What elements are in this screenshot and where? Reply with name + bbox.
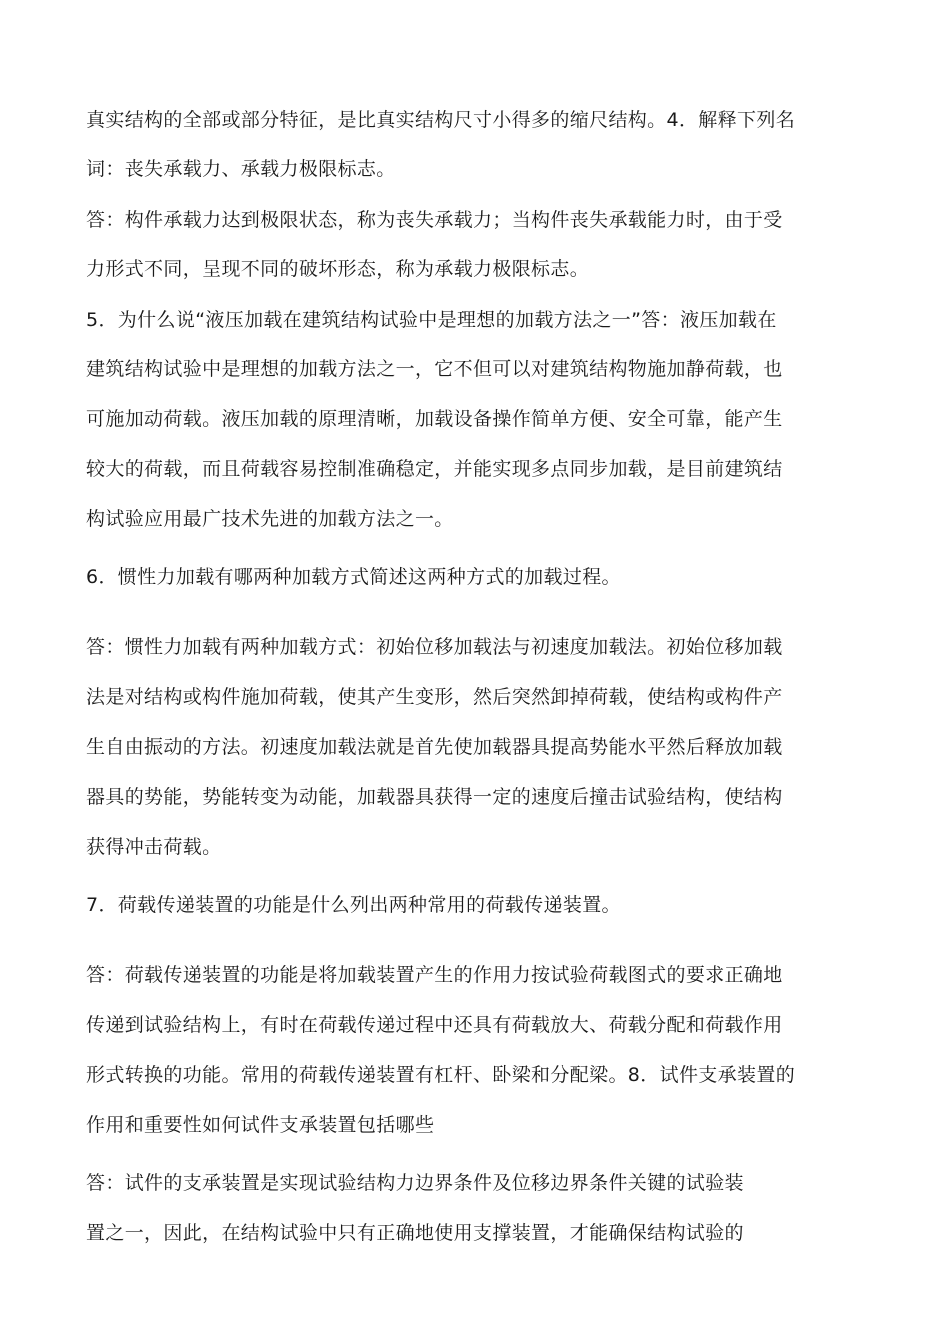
text-line: 可施加动荷载。液压加载的原理清晰，加载设备操作简单方便、安全可靠，能产生 [86,408,783,430]
text-line: 真实结构的全部或部分特征，是比真实结构尺寸小得多的缩尺结构。4．解释下列名 [86,109,796,131]
text-line: 置之一，因此，在结构试验中只有正确地使用支撑装置，才能确保结构试验的 [86,1222,744,1244]
text-line: 力形式不同，呈现不同的破坏形态，称为承载力极限标志。 [86,258,590,280]
text-line: 形式转换的功能。常用的荷载传递装置有杠杆、卧梁和分配梁。8．试件支承装置的 [86,1064,796,1086]
text-line: 答：荷载传递装置的功能是将加载装置产生的作用力按试验荷载图式的要求正确地 [86,964,783,986]
text-line: 器具的势能，势能转变为动能，加载器具获得一定的速度后撞击试验结构，使结构 [86,786,783,808]
text-line: 作用和重要性如何试件支承装置包括哪些 [86,1114,435,1136]
text-line: 答：惯性力加载有两种加载方式：初始位移加载法与初速度加载法。初始位移加载 [86,636,783,658]
text-line: 7．荷载传递装置的功能是什么列出两种常用的荷载传递装置。 [86,894,621,916]
text-line: 5．为什么说“液压加载在建筑结构试验中是理想的加载方法之一”答：液压加载在 [86,309,777,331]
text-line: 法是对结构或构件施加荷载，使其产生变形，然后突然卸掉荷载，使结构或构件产 [86,686,783,708]
text-line: 传递到试验结构上，有时在荷载传递过程中还具有荷载放大、荷载分配和荷载作用 [86,1014,783,1036]
text-line: 获得冲击荷载。 [86,836,222,858]
text-line: 6．惯性力加载有哪两种加载方式简述这两种方式的加载过程。 [86,566,621,588]
text-line: 建筑结构试验中是理想的加载方法之一，它不但可以对建筑结构物施加静荷载，也 [86,358,783,380]
text-line: 答：试件的支承装置是实现试验结构力边界条件及位移边界条件关键的试验装 [86,1172,744,1194]
text-line: 答：构件承载力达到极限状态，称为丧失承载力；当构件丧失承载能力时，由于受 [86,209,783,231]
text-line: 生自由振动的方法。初速度加载法就是首先使加载器具提高势能水平然后释放加载 [86,736,783,758]
text-line: 词：丧失承载力、承载力极限标志。 [86,158,396,180]
text-line: 构试验应用最广技术先进的加载方法之一。 [86,508,454,530]
text-line: 较大的荷载，而且荷载容易控制准确稳定，并能实现多点同步加载，是目前建筑结 [86,458,783,480]
